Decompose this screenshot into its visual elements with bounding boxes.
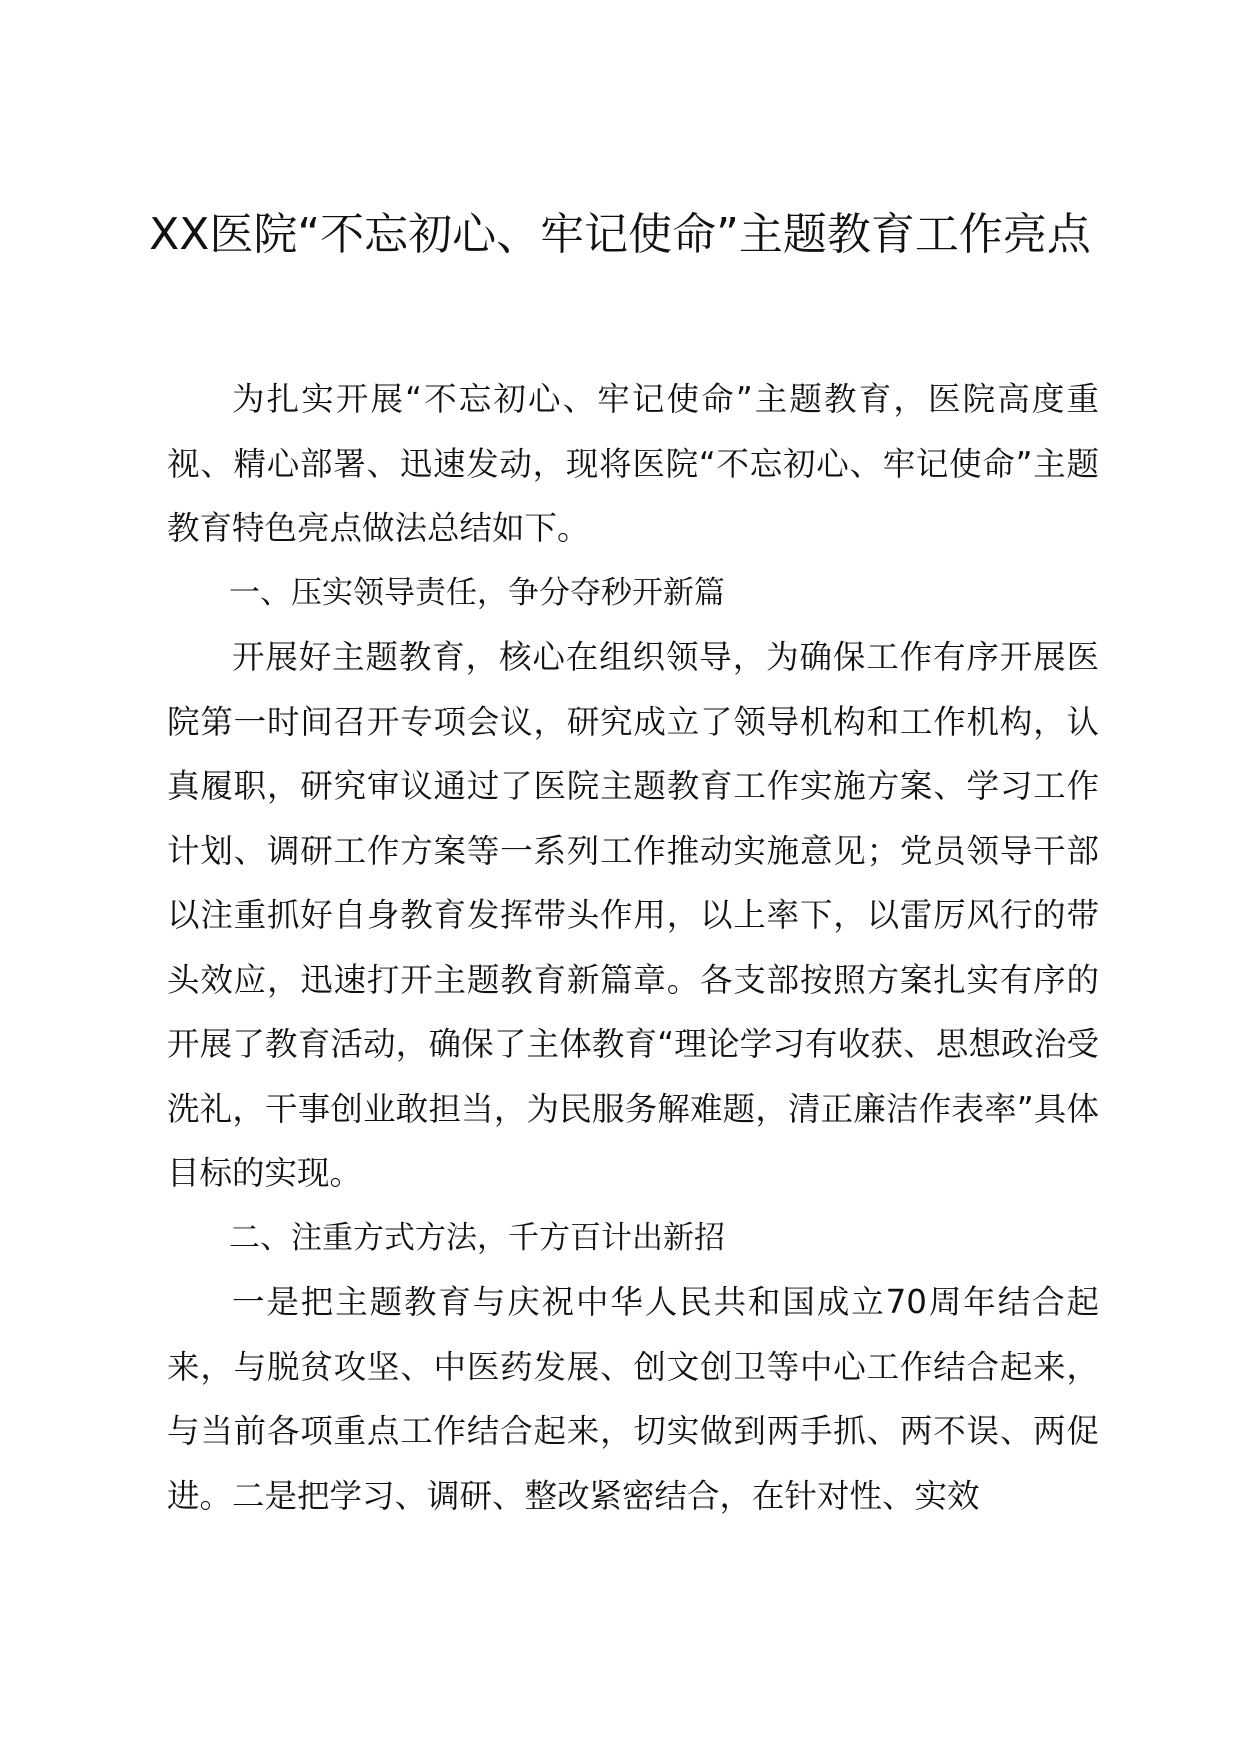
document-body: [167, 367, 1099, 1528]
section-heading-2: 二、注重方式方法，千方百计出新招: [229, 1219, 725, 1256]
section-paragraph-1: 开展好主题教育，核心在组织领导，为确保工作有序开展医院第一时间召开专项会议，研究成立了领导机构和工作机构，认真履职，研究审议通过了医院主题教育工作实施方案、学习工作计划、调研工作方案等一系列工作推动实施意见；党员领导干部以注重抓好自身教育发挥带头作用，以上率下，以雷厉风行的带头效应，迅速打开主题教育新篇章。各支部按照方案扎实有序的开展了教育活动，确保了主体教育“理论学习有收获、思想政治受洗礼，干事创业敢担当，为民服务解难题，清正廉洁作表率”具体目标的实现。: [167, 638, 1099, 1192]
section-heading-1: 一、压实领导责任，争分夺秒开新篇: [229, 574, 725, 611]
intro-paragraph: 为扎实开展“不忘初心、牢记使命”主题教育，医院高度重视、精心部署、迅速发动，现将医院“不忘初心、牢记使命”主题教育特色亮点做法总结如下。: [167, 380, 1099, 547]
document-title: XX医院“不忘初心、牢记使命”主题教育工作亮点: [149, 209, 1091, 260]
section-paragraph-2: 一是把主题教育与庆祝中华人民共和国成立70周年结合起来，与脱贫攻坚、中医药发展、创文创卫等中心工作结合起来，与当前各项重点工作结合起来，切实做到两手抓、两不误、两促进。二是把学习、调研、整改紧密结合，在针对性、实效: [167, 1283, 1099, 1515]
